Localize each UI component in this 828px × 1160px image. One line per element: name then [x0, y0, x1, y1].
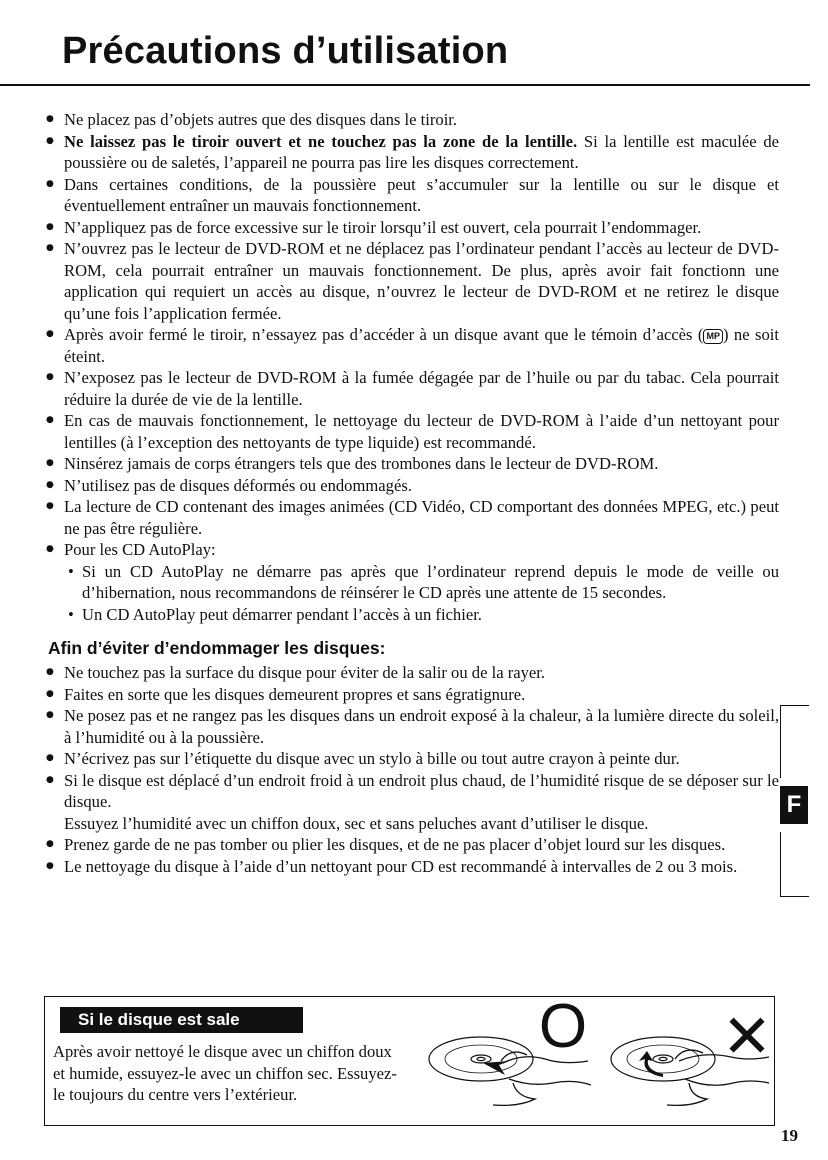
wrong-mark: ✕ — [721, 1002, 773, 1072]
disc-correct-icon — [429, 1037, 533, 1081]
list-item: ● Pour les CD AutoPlay: • Si un CD AutoPlay ne démarre pas après que l’ordinateur reprend depuis le mode de veille ou d’hibernation, nous recommandons de réinsérer le CD après une attente de 15 secondes. • Un CD AutoPlay peut démarrer pendant l’accès à un fichier. — [44, 539, 779, 625]
list-item: ● La lecture de CD contenant des images animées (CD Vidéo, CD comportant des données MPEG, etc.) peut ne pas être régulière. — [44, 496, 779, 539]
list-item: ● Si le disque est déplacé d’un endroit froid à un endroit plus chaud, de l’humidité risque de se déposer sur le disque. Essuyez l’humidité avec un chiffon doux, sec et sans peluches avant d’utiliser le disque. — [44, 770, 779, 835]
main-content — [44, 109, 779, 877]
title-underline — [0, 84, 810, 86]
list-item: ● Ne laissez pas le tiroir ouvert et ne touchez pas la zone de la lentille. Si la lentille est maculée de poussière ou de saletés, l’appareil ne pourra pas lire les disques correctement. — [44, 131, 779, 174]
autoplay-sublist — [64, 561, 779, 626]
access-indicator-icon: MP — [703, 329, 723, 344]
cleaning-illustration — [413, 999, 773, 1123]
page-title: Précautions d’utilisation — [62, 30, 509, 72]
list-item: ● Faites en sorte que les disques demeurent propres et sans égratignure. — [44, 684, 779, 706]
sub-list-item: • Si un CD AutoPlay ne démarre pas après que l’ordinateur reprend depuis le mode de veille ou d’hibernation, nous recommandons de réinsérer le CD après une attente de 15 secondes. — [64, 561, 779, 604]
list-item: ● Prenez garde de ne pas tomber ou plier les disques, et de ne pas placer d’objet lourd sur les disques. — [44, 834, 779, 856]
section-heading: Afin d’éviter d’endommager les disques: — [48, 638, 386, 658]
side-tab-bracket-bottom — [780, 832, 809, 897]
sub-list-item: • Un CD AutoPlay peut démarrer pendant l’accès à un fichier. — [64, 604, 779, 626]
box-title: Si le disque est sale — [60, 1007, 303, 1033]
list-item: ● Ne touchez pas la surface du disque pour éviter de la salir ou de la rayer. — [44, 662, 779, 684]
list-item: ● N’exposez pas le lecteur de DVD-ROM à la fumée dégagée par de l’huile ou par du tabac. Cela pourrait réduire la durée de vie de la lentille. — [44, 367, 779, 410]
precautions-list — [44, 109, 779, 625]
list-item: ● En cas de mauvais fonctionnement, le nettoyage du lecteur de DVD-ROM à l’aide d’un nettoyant pour lentilles (à l’exception des nettoyants de type liquide) est recommandé. — [44, 410, 779, 453]
list-item: ● N’utilisez pas de disques déformés ou endommagés. — [44, 475, 779, 497]
dirty-disc-box — [44, 996, 775, 1126]
list-item: ● Ne placez pas d’objets autres que des disques dans le tiroir. — [44, 109, 779, 131]
list-item: ● N’appliquez pas de force excessive sur le tiroir lorsqu’il est ouvert, cela pourrait l’endommager. — [44, 217, 779, 239]
bold-warning: Ne laissez pas le tiroir ouvert et ne touchez pas la zone de la lentille. — [64, 131, 578, 151]
list-item: ● Ninsérez jamais de corps étrangers tels que des trombones dans le lecteur de DVD-ROM. — [44, 453, 779, 475]
page-number: 19 — [781, 1126, 798, 1145]
list-item: ● Le nettoyage du disque à l’aide d’un nettoyant pour CD est recommandé à intervalles de 2 ou 3 mois. — [44, 856, 779, 878]
list-item: ● Dans certaines conditions, de la poussière peut s’accumuler sur la lentille ou sur le disque et éventuellement entraîner un mauvais fonctionnement. — [44, 174, 779, 217]
list-item: ● N’ouvrez pas le lecteur de DVD-ROM et ne déplacez pas l’ordinateur pendant l’accès au lecteur de DVD-ROM, cela pourrait entraîner un mauvais fonctionnement. De plus, après avoir fait fonctionn une application qui requiert un accès au disque, n’ouvrez le lecteur de DVD-ROM et ne retirez le disque qu’une fois l’application fermée. — [44, 238, 779, 324]
list-item: ● N’écrivez pas sur l’étiquette du disque avec un stylo à bille ou tout autre crayon à peinte dur. — [44, 748, 779, 770]
disc-care-list — [44, 662, 779, 877]
correct-mark: O — [538, 999, 588, 1061]
side-tab-bracket-top — [780, 705, 809, 778]
box-text: Après avoir nettoyé le disque avec un chiffon doux et humide, essuyez-le avec un chiffon sec. Essuyez-le toujours du centre vers l’extérieur. — [53, 1042, 397, 1104]
list-item: ● Ne posez pas et ne rangez pas les disques dans un endroit exposé à la chaleur, à la lumière directe du soleil, à l’humidité ou à la poussière. — [44, 705, 779, 748]
language-tab: F — [780, 786, 808, 824]
wipe-note: Essuyez l’humidité avec un chiffon doux, sec et sans peluches avant d’utiliser le disque. — [64, 813, 649, 833]
list-item: ● Après avoir fermé le tiroir, n’essayez pas d’accéder à un disque avant que le témoin d’accès ( MP ) ne soit éteint. — [44, 324, 779, 367]
